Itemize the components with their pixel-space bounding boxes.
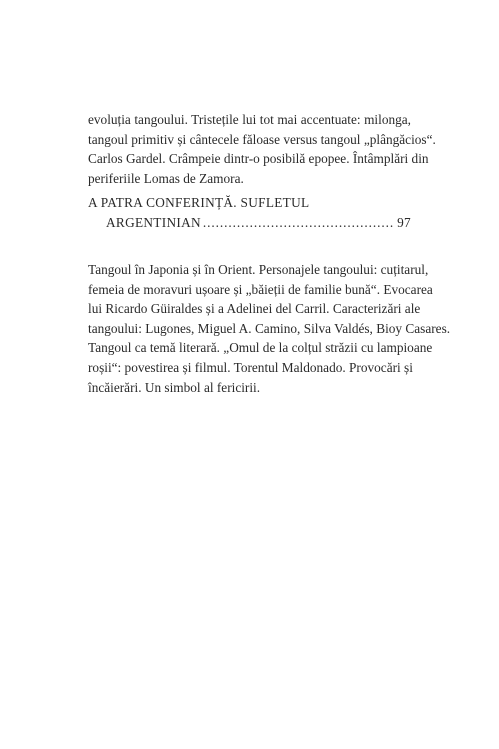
text-line: periferiile Lomas de Zamora. <box>88 170 244 186</box>
text-line: Tangoul în Japonia și în Orient. Personajele tangoului: cuțitarul, <box>88 262 429 277</box>
chapter-title-line-1: A PATRA CONFERINȚĂ. SUFLETUL <box>88 195 310 210</box>
chapter-summary <box>88 260 451 397</box>
chapter-title-line-2: ARGENTINIAN <box>106 214 201 230</box>
text-line: lui Ricardo Güiraldes și a Adelinei del Carril. Caracterizări ale <box>88 301 421 317</box>
text-line: roșii“: povestirea și filmul. Torentul Maldonado. Provocări și <box>88 359 413 375</box>
text-line: tangoul primitiv și cântecele făloase versus tangoul „plângăcios“. <box>88 131 436 147</box>
chapter-summary-previous <box>88 110 436 188</box>
text-line: Tangoul ca temă literară. „Omul de la colțul străzii cu lampioane <box>88 340 433 356</box>
chapter-page-number: 97 <box>397 214 411 230</box>
dot-leader <box>203 213 395 233</box>
text-line: femeia de moravuri ușoare și „băieții de familie bună“. Evocarea <box>88 281 433 297</box>
text-line: tangoului: Lugones, Miguel A. Camino, Silva Valdés, Bioy Casares. <box>88 320 451 336</box>
text-line: evoluția tangoului. Tristețile lui tot mai accentuate: milonga, <box>88 112 411 127</box>
toc-chapter-heading <box>88 193 411 232</box>
toc-entry-row <box>88 213 411 233</box>
text-line: Carlos Gardel. Crâmpeie dintr-o posibilă epopee. Întâmplări din <box>88 151 429 167</box>
text-line: încăierări. Un simbol al fericirii. <box>88 379 261 395</box>
